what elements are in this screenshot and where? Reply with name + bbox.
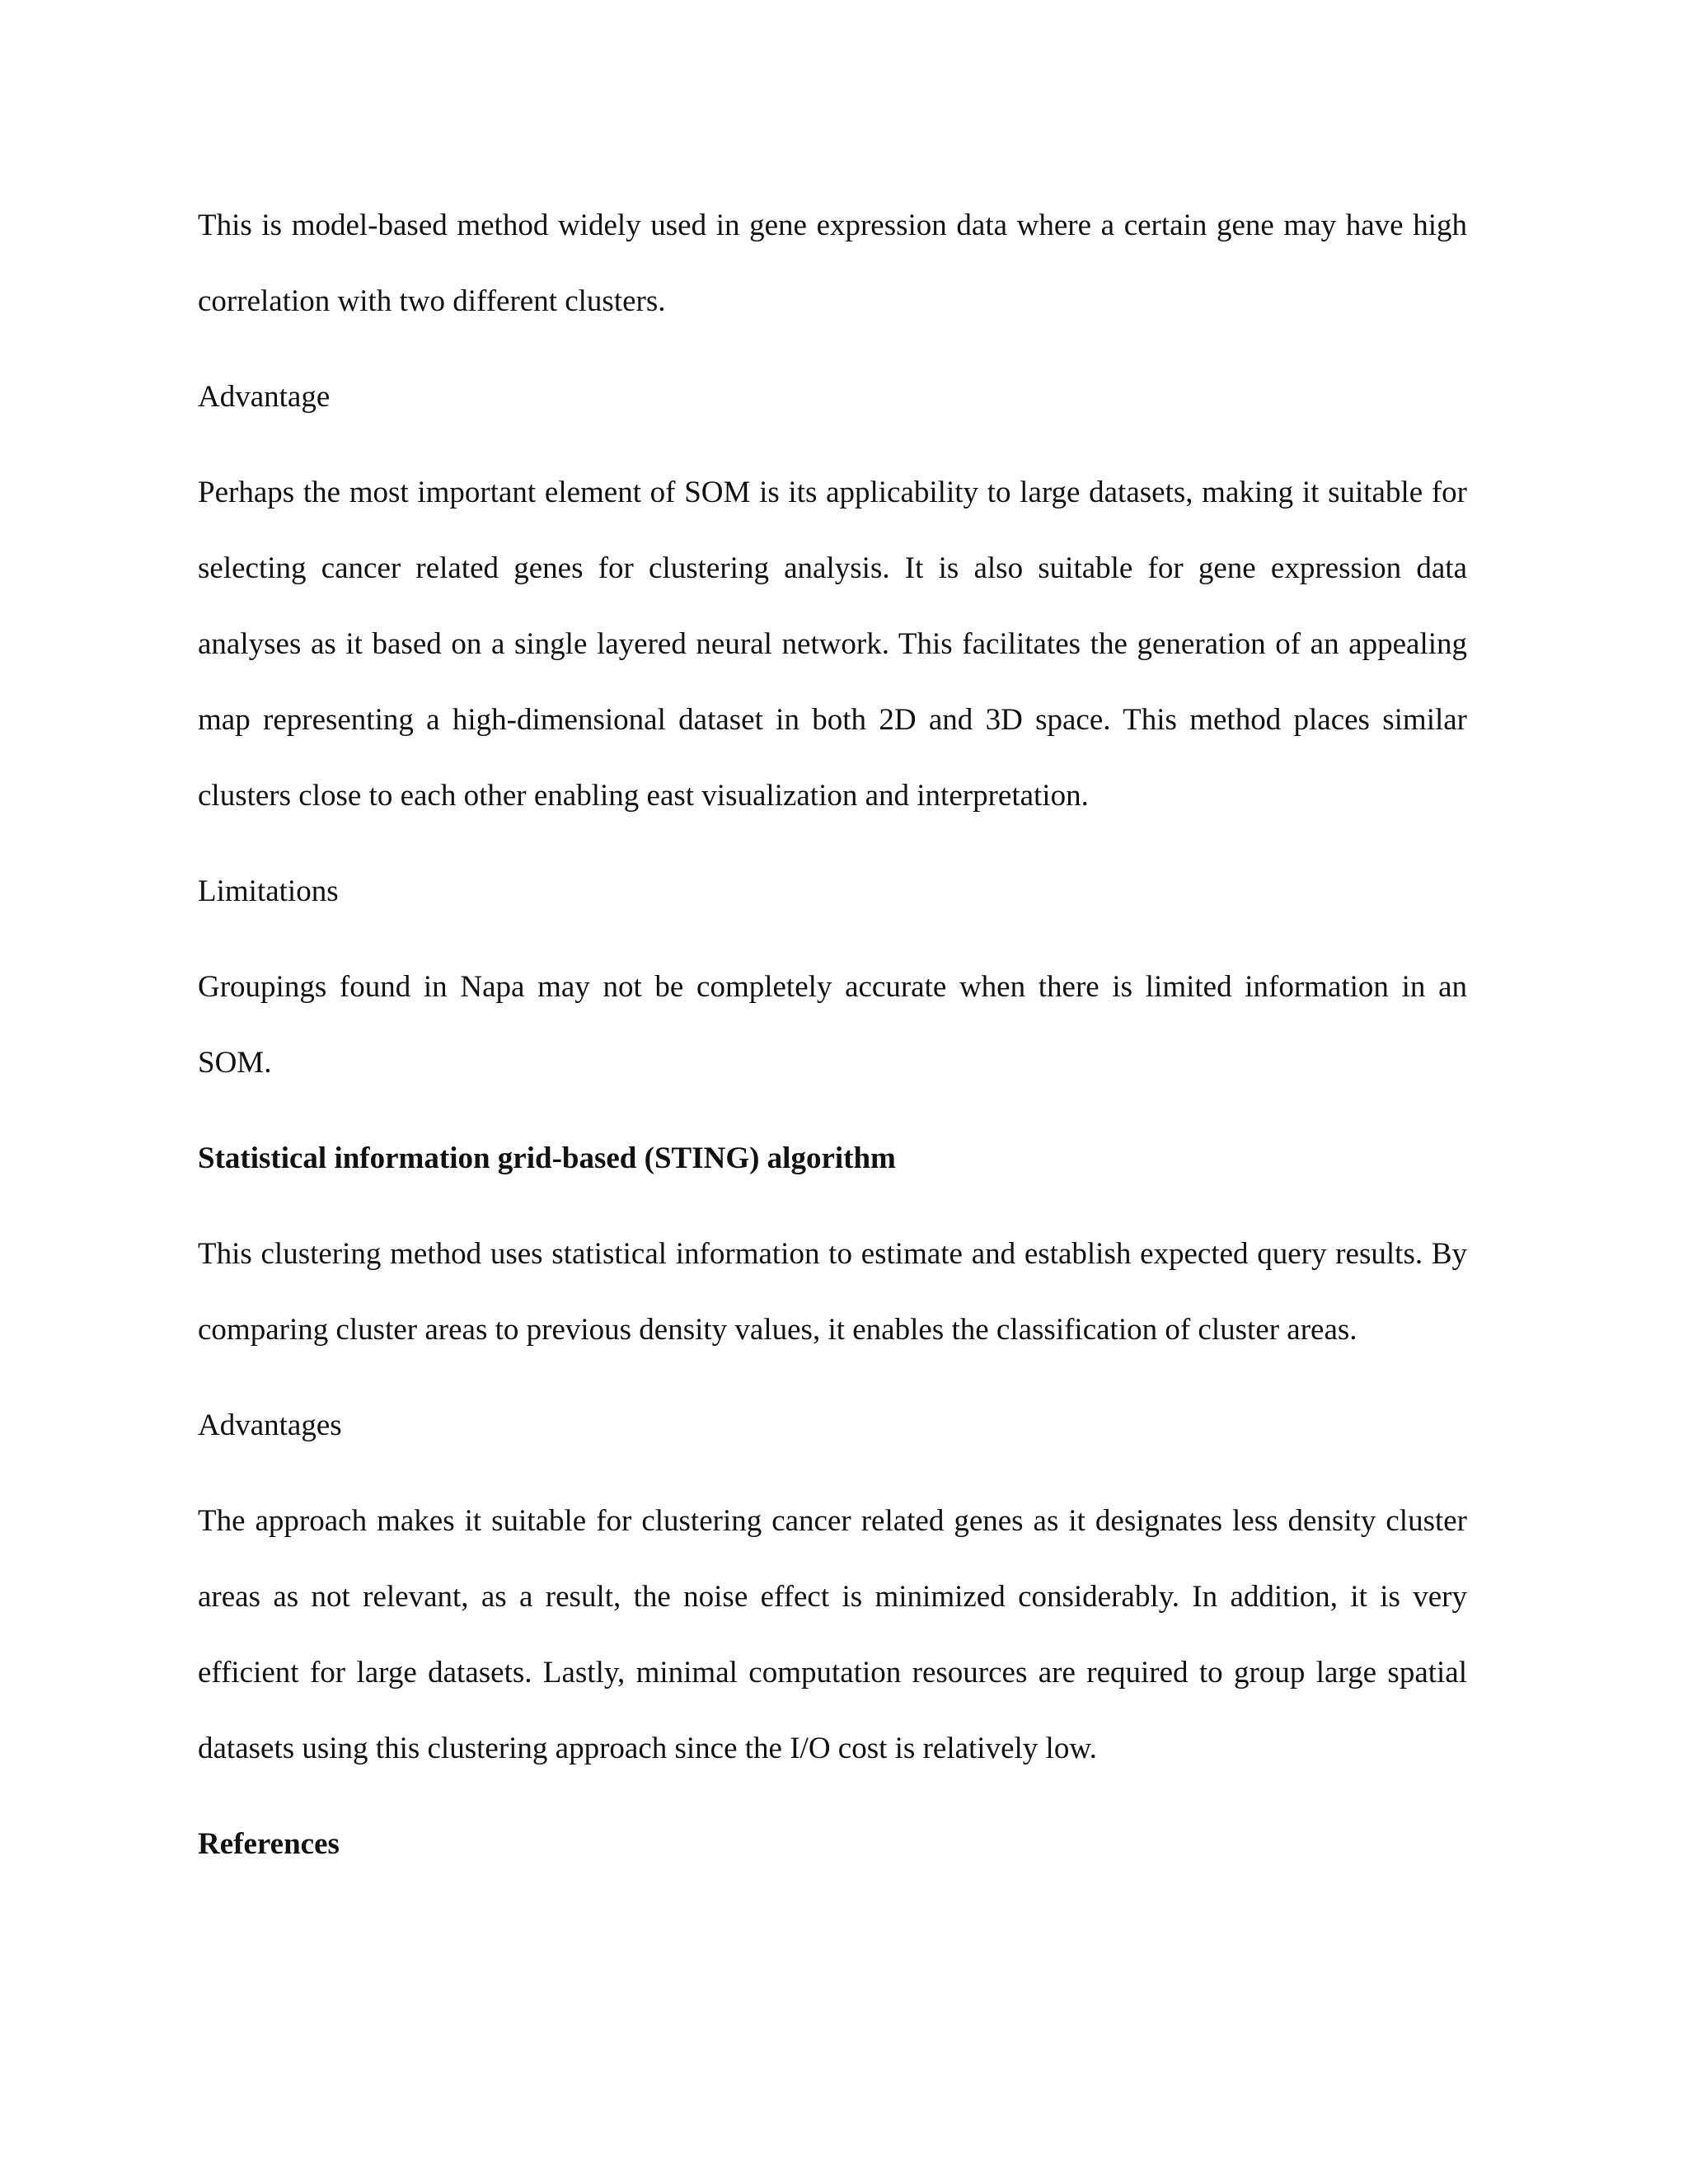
advantages-paragraph: The approach makes it suitable for clustering cancer related genes as it designates less density cluster areas as not relevant, as a result, the noise effect is minimized considerably. In addition, it is very efficient for large datasets. Lastly, minimal computation resources are required to group large spatial datasets using this clustering approach since the I/O cost is relatively low. — [198, 1504, 1467, 1765]
limitations-paragraph: Groupings found in Napa may not be completely accurate when there is limited information in an SOM. — [198, 970, 1467, 1080]
limitations-label: Limitations — [198, 874, 339, 908]
advantage-paragraph: Perhaps the most important element of SOM is its applicability to large datasets, making it suitable for selecting cancer related genes for clustering analysis. It is also suitable for gene expression data analyses as it based on a single layered neural network. This facilitates the generation of an appealing map representing a high-dimensional dataset in both 2D and 3D space. This method places similar clusters close to each other enabling east visualization and interpretation. — [198, 476, 1467, 813]
sting-description-paragraph: This clustering method uses statistical information to estimate and establish expected query results. By comparing cluster areas to previous density values, it enables the classification of cluster areas. — [198, 1237, 1467, 1347]
intro-paragraph: This is model-based method widely used in gene expression data where a certain gene may have high correlation with two different clusters. — [198, 209, 1467, 318]
advantage-label: Advantage — [198, 380, 331, 414]
advantages-label: Advantages — [198, 1408, 342, 1442]
sting-heading: Statistical information grid-based (STING) algorithm — [198, 1141, 896, 1175]
document-body — [198, 188, 1467, 1902]
references-heading: References — [198, 1827, 340, 1861]
